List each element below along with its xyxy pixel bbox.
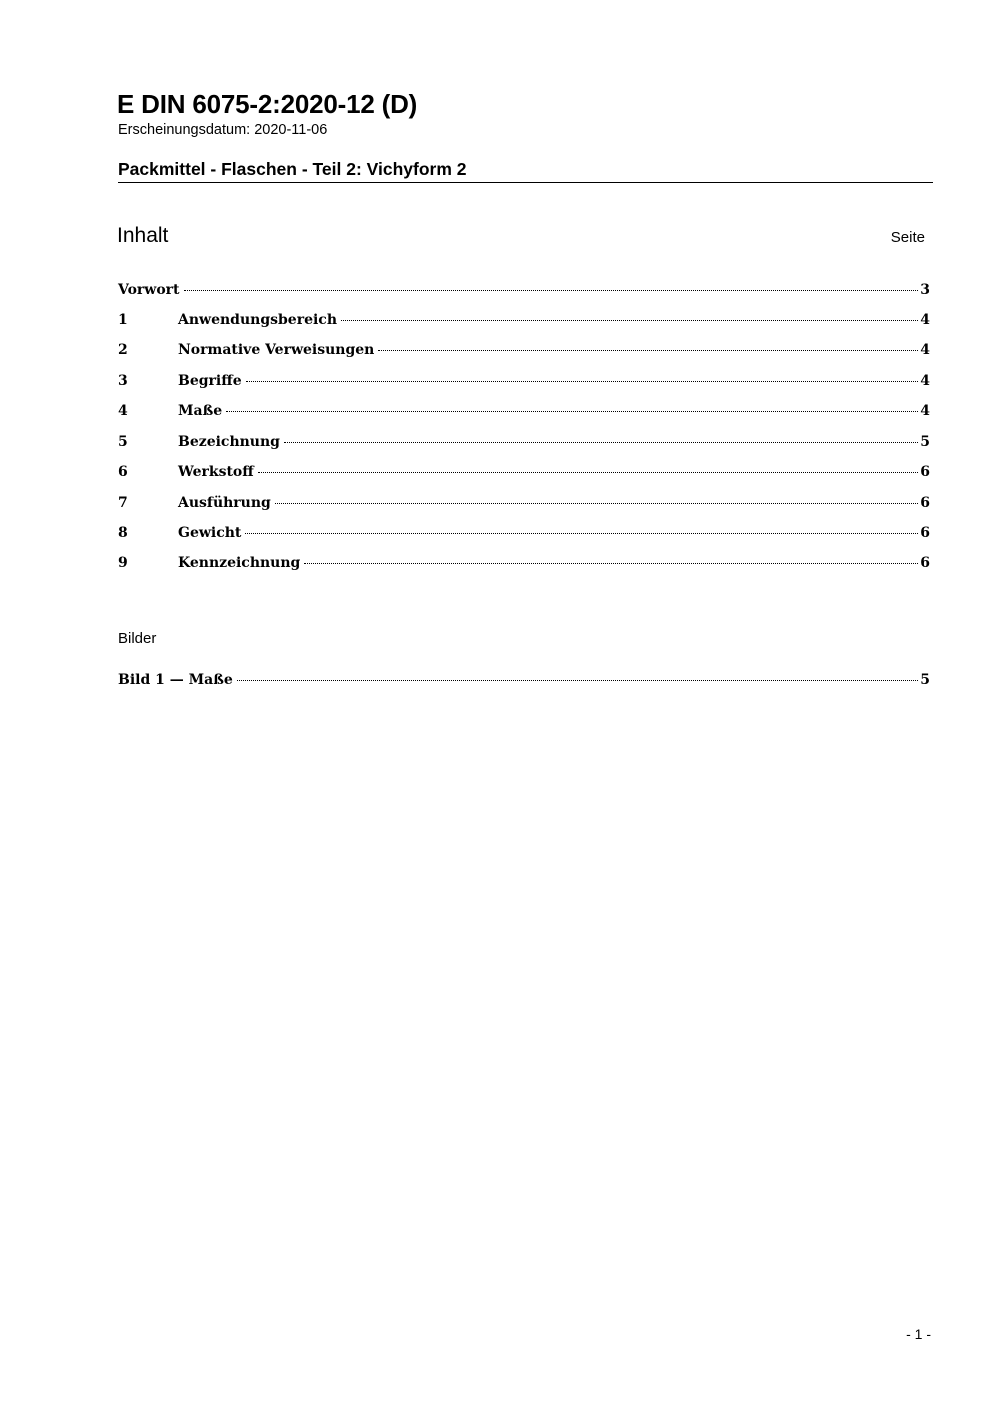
toc-entry-number: 2: [118, 342, 128, 358]
toc-entry-vorwort[interactable]: [118, 279, 930, 301]
toc-entry-page: 4: [920, 403, 930, 419]
toc-entry-page: 6: [920, 555, 930, 571]
toc-entry-label: Vorwort: [118, 282, 180, 298]
toc-leader: [245, 532, 918, 534]
figure-entry-1[interactable]: [118, 669, 930, 691]
toc-entry-label: Begriffe: [178, 373, 242, 389]
toc-entry-number: 7: [118, 495, 128, 511]
toc-entry-page: 4: [920, 373, 930, 389]
toc-leader: [246, 380, 919, 382]
toc-entry-page: 4: [920, 312, 930, 328]
toc-leader: [341, 319, 918, 321]
toc-entry-page: 5: [920, 434, 930, 450]
toc-entry-number: 4: [118, 403, 128, 419]
figure-entry-label: Bild 1 — Maße: [118, 672, 233, 688]
toc-entry-6[interactable]: [118, 461, 930, 483]
toc-entry-1[interactable]: [118, 309, 930, 331]
toc-leader: [258, 471, 919, 473]
toc-leader: [226, 410, 918, 412]
toc-leader: [284, 441, 918, 443]
toc-entry-page: 6: [920, 525, 930, 541]
document-id: E DIN 6075-2:2020-12 (D): [117, 89, 418, 119]
toc-entry-page: 3: [920, 282, 930, 298]
toc-entry-label: Ausführung: [178, 495, 271, 511]
toc-leader: [304, 562, 918, 564]
toc-entry-label: Anwendungsbereich: [178, 312, 337, 328]
toc-entry-label: Normative Verweisungen: [178, 342, 375, 358]
figures-heading: Bilder: [118, 630, 157, 647]
toc-entry-page: 6: [920, 464, 930, 480]
toc-entry-7[interactable]: [118, 492, 930, 514]
toc-entry-number: 8: [118, 525, 128, 541]
toc-heading: Inhalt: [117, 224, 169, 247]
toc-leader: [237, 679, 919, 681]
toc-entry-number: 5: [118, 434, 128, 450]
toc-entry-4[interactable]: [118, 400, 930, 422]
toc-entry-5[interactable]: [118, 431, 930, 453]
toc-leader: [378, 349, 918, 351]
toc-entry-label: Gewicht: [178, 525, 242, 541]
toc-entry-9[interactable]: [118, 552, 930, 574]
toc-entry-label: Maße: [178, 403, 223, 419]
publication-date: Erscheinungsdatum: 2020-11-06: [118, 122, 328, 138]
toc-entry-number: 6: [118, 464, 128, 480]
toc-page-label: Seite: [890, 229, 925, 246]
toc-leader: [275, 502, 918, 504]
toc-entry-page: 6: [920, 495, 930, 511]
page-number: - 1 -: [906, 1326, 931, 1342]
toc-leader: [184, 289, 919, 291]
toc-entry-page: 4: [920, 342, 930, 358]
toc-entry-3[interactable]: [118, 370, 930, 392]
toc-entry-number: 3: [118, 373, 128, 389]
document-title: Packmittel - Flaschen - Teil 2: Vichyform 2: [118, 158, 933, 183]
toc-entry-label: Bezeichnung: [178, 434, 280, 450]
toc-entry-number: 1: [118, 312, 128, 328]
toc-entry-label: Werkstoff: [178, 464, 254, 480]
toc-entry-8[interactable]: [118, 522, 930, 544]
toc-entry-number: 9: [118, 555, 128, 571]
figure-entry-page: 5: [920, 672, 930, 688]
toc-entry-2[interactable]: [118, 339, 930, 361]
toc-entry-label: Kennzeichnung: [178, 555, 301, 571]
